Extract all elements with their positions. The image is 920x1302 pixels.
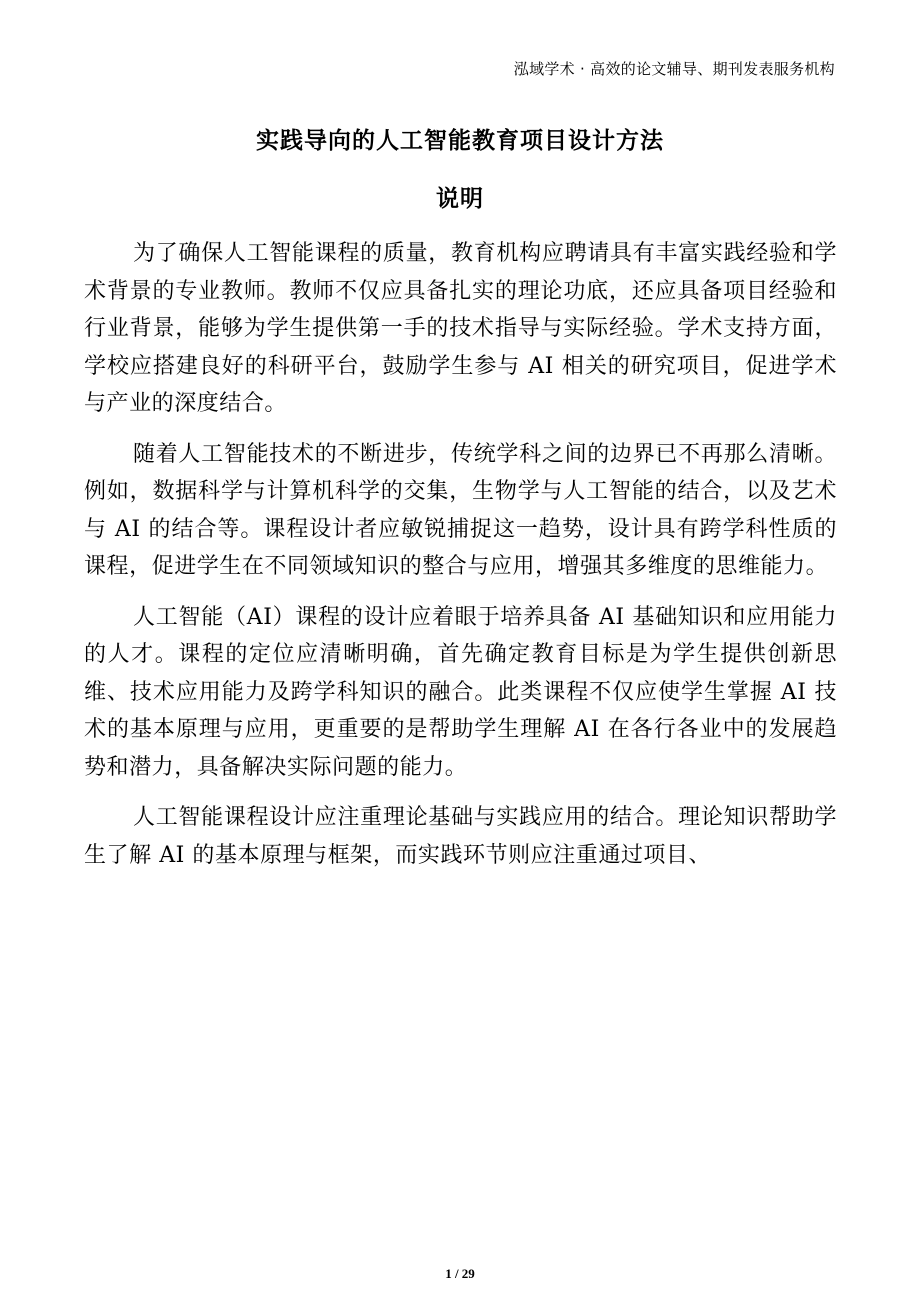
paragraph: 随着人工智能技术的不断进步，传统学科之间的边界已不再那么清晰。例如，数据科学与计算机科学的交集，生物学与人工智能的结合，以及艺术与 AI 的结合等。课程设计者应敏锐捕捉这一趋势，设计具有跨学科性质的课程，促进学生在不同领域知识的整合与应用，增强其多维度的思维能力。 <box>84 441 837 579</box>
paragraph: 人工智能（AI）课程的设计应着眼于培养具备 AI 基础知识和应用能力的人才。课程的定位应清晰明确，首先确定教育目标是为学生提供创新思维、技术应用能力及跨学科知识的融合。此类课程不仅应使学生掌握 AI 技术的基本原理与应用，更重要的是帮助学生理解 AI 在各行各业中的发展趋势和潜力，具备解决实际问题的能力。 <box>84 604 837 780</box>
paragraph: 为了确保人工智能课程的质量，教育机构应聘请具有丰富实践经验和学术背景的专业教师。教师不仅应具备扎实的理论功底，还应具备项目经验和行业背景，能够为学生提供第一手的技术指导与实际经验。学术支持方面，学校应搭建良好的科研平台，鼓励学生参与 AI 相关的研究项目，促进学术与产业的深度结合。 <box>84 241 837 416</box>
document-body <box>84 235 837 887</box>
paragraph: 人工智能课程设计应注重理论基础与实践应用的结合。理论知识帮助学生了解 AI 的基本原理与框架，而实践环节则应注重通过项目、 <box>84 805 837 868</box>
page-header: 泓域学术 · 高效的论文辅导、期刊发表服务机构 <box>513 60 835 78</box>
document-title: 实践导向的人工智能教育项目设计方法 <box>256 128 664 154</box>
section-title: 说明 <box>436 186 484 212</box>
page-number: 1 / 29 <box>445 1266 475 1281</box>
